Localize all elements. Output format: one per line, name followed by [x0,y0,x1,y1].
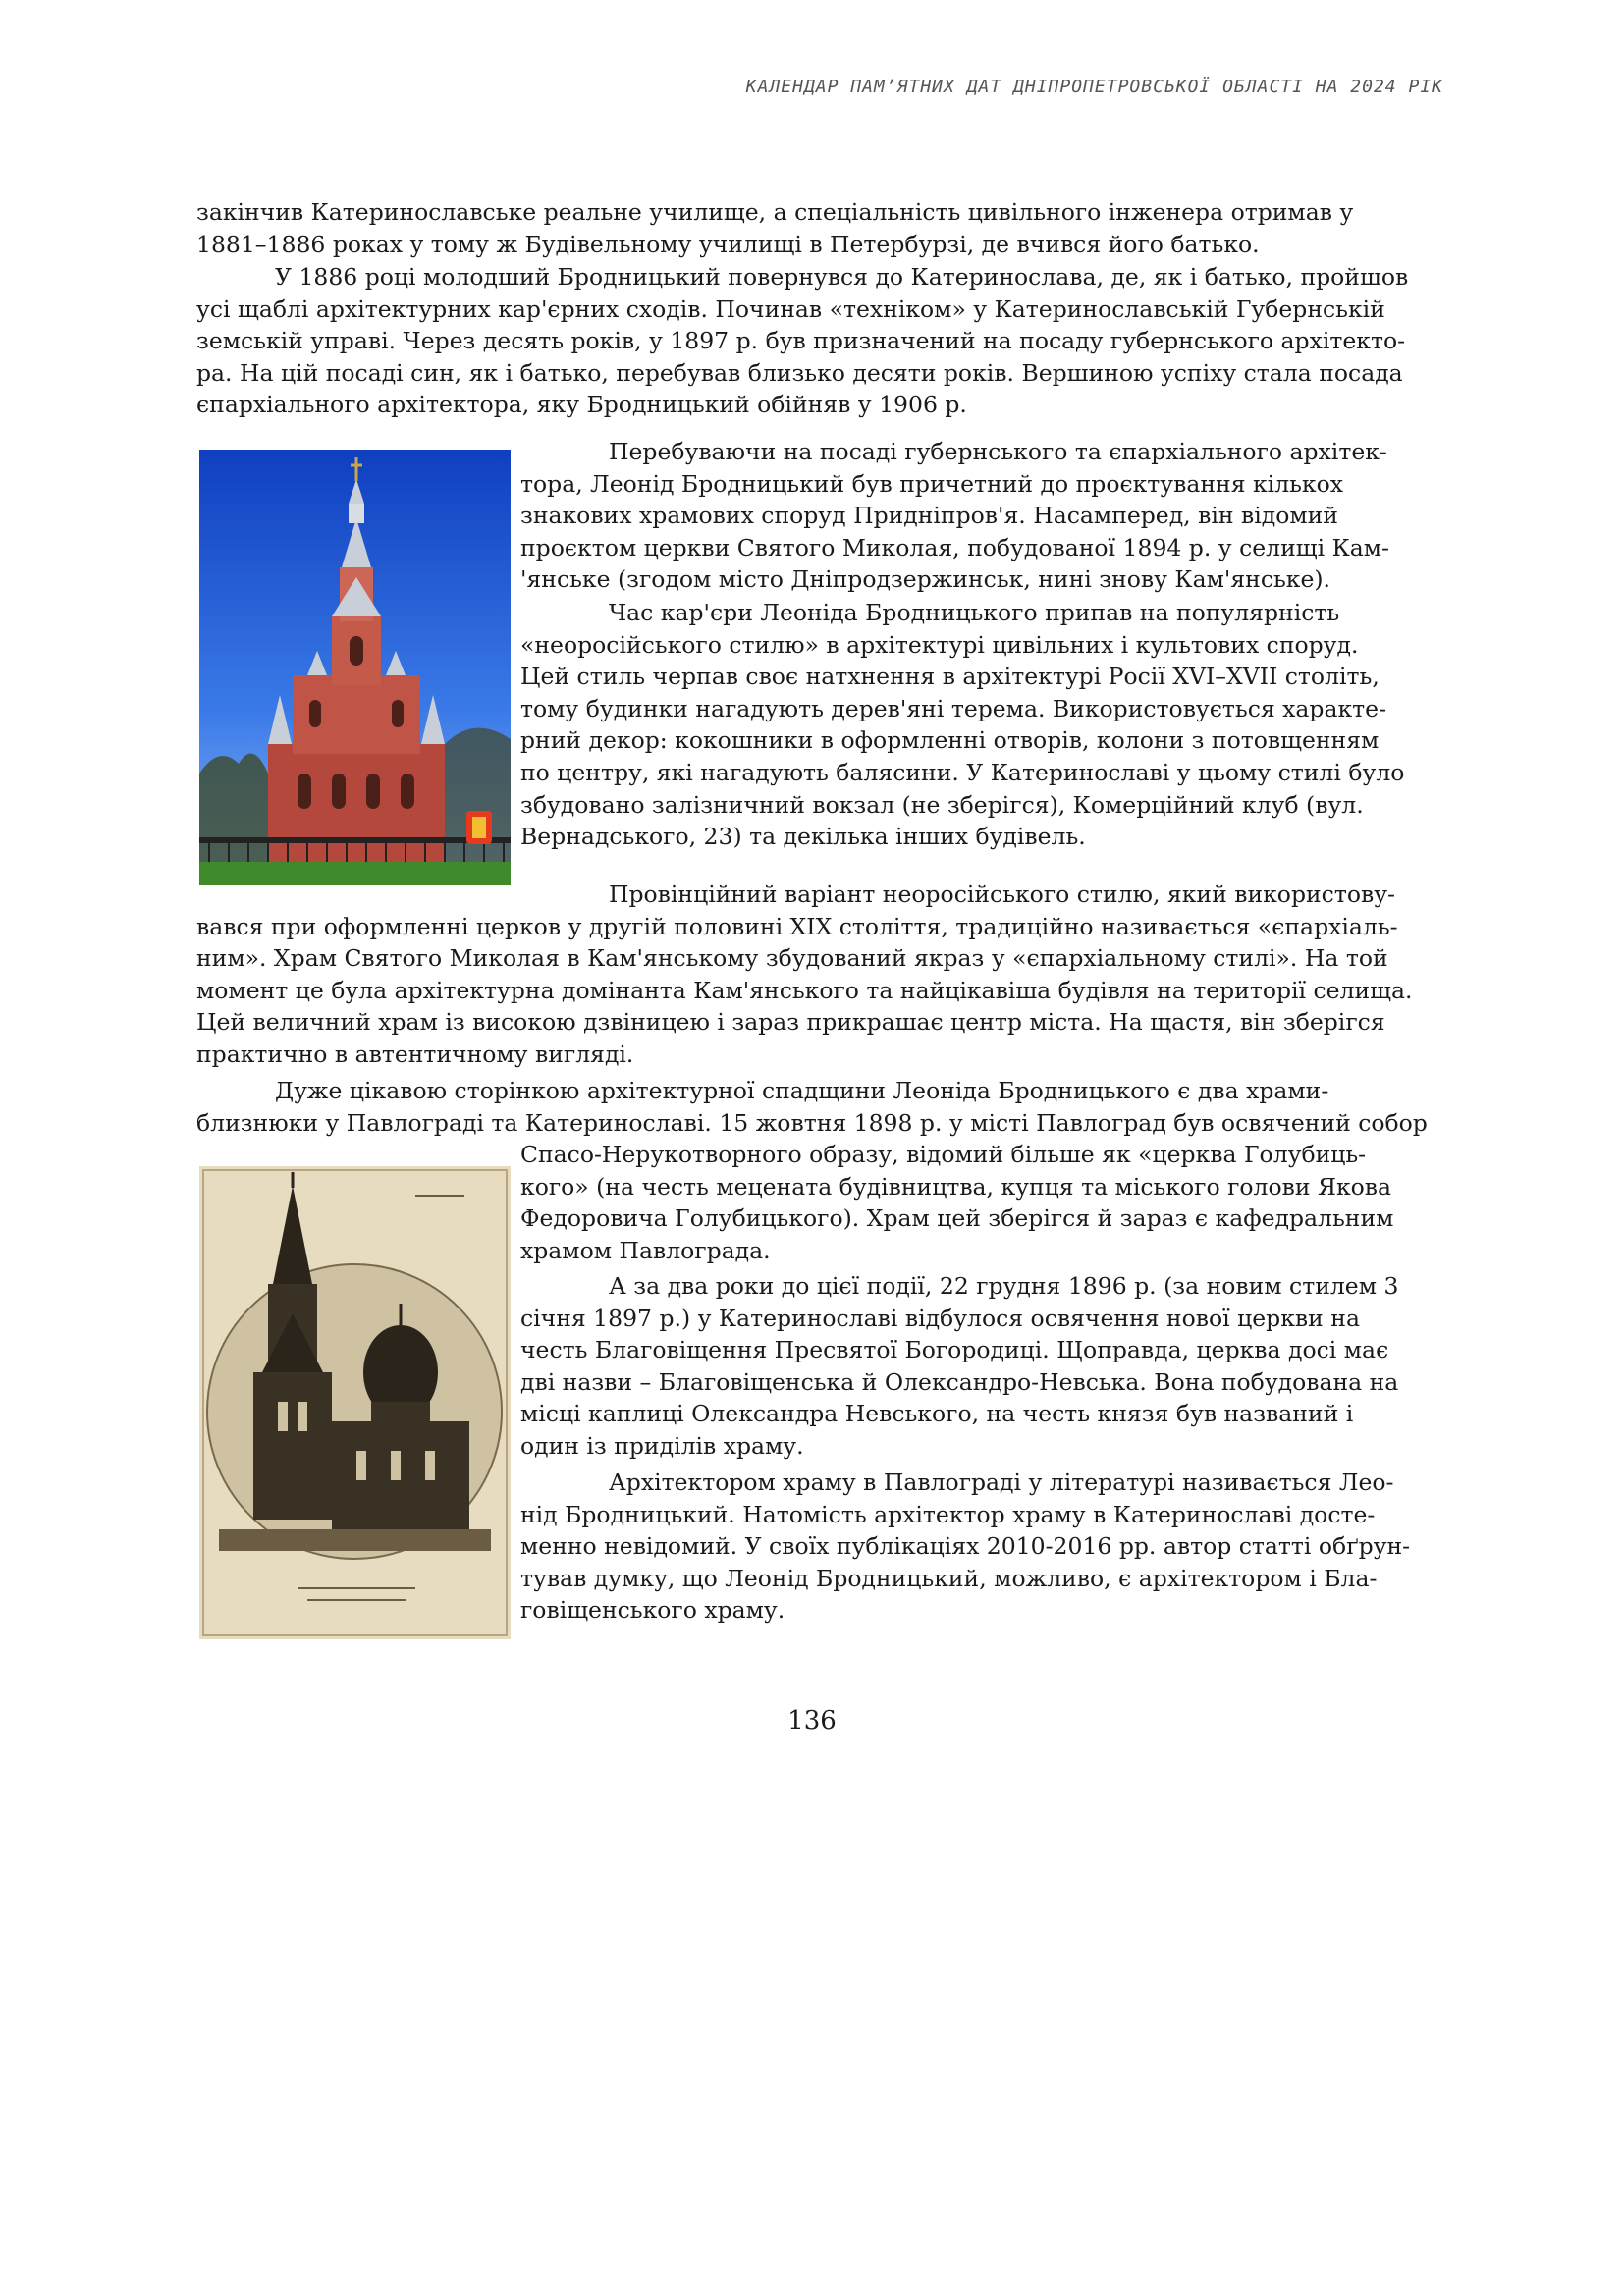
line: збудовано залізничний вокзал (не зберігся), Комерційний клуб (вул. [520,790,1364,819]
line: 'янське (згодом місто Дніпродзержинськ, нині знову Кам'янське). [520,565,1331,594]
line: Час кар'єри Леоніда Бродницького припав на популярність [609,599,1340,626]
page-number: 136 [787,1706,837,1735]
paragraph-5 [196,879,1443,1071]
line: тора, Леонід Бродницький був причетний до проєктування кількох [520,469,1344,498]
line: ра. На цій посаді син, як і батько, перебував близько десяти років. Вершиною успіху стала посада [196,358,1403,387]
line: тував думку, що Леонід Бродницький, можливо, є архітектором і Бла- [520,1564,1378,1592]
paragraph-4 [520,597,1443,853]
line: Спасо-Нерукотворного образу, відомий більше як «церква Голубиць- [520,1141,1367,1168]
line: практично в автентичному вигляді. [196,1040,634,1068]
line: 1881–1886 роках у тому ж Будівельному училищі в Петербурзі, де вчився його батько. [196,230,1260,258]
paragraph-8 [520,1467,1443,1627]
line: «неоросійського стилю» в архітектурі цивільних і культових споруд. [520,630,1359,659]
line: говіщенського храму. [520,1596,785,1625]
church-postcard-pavlohrad [199,1166,511,1639]
paragraph-3 [520,436,1443,596]
paragraph-1 [196,196,1443,260]
church-photo-graphic [199,450,511,885]
line: А за два роки до цієї події, 22 грудня 1896 р. (за новим стилем 3 [609,1272,1399,1300]
line: єпархіального архітектора, яку Бродницький обійняв у 1906 р. [196,391,967,419]
line: момент це була архітектурна домінанта Кам'янського та найцікавіша будівля на території селища. [196,976,1413,1004]
line: честь Благовіщення Пресвятої Богородиці. Щоправда, церква досі має [520,1336,1389,1364]
line: один із приділів храму. [520,1431,804,1460]
line: рний декор: кокошники в оформленні отворів, колони з потовщенням [520,726,1380,755]
running-header: КАЛЕНДАР ПАМ’ЯТНИХ ДАТ ДНІПРОПЕТРОВСЬКОЇ ОБЛАСТІ НА 2024 РІК [745,77,1443,97]
line: дві назви – Благовіщенська й Олександро-Невська. Вона побудована на [520,1367,1399,1396]
line: закінчив Катеринославське реальне училище, а спеціальність цивільного інженера отримав у [196,198,1354,226]
line: нід Бродницький. Натомість архітектор храму в Катеринославі досте- [520,1500,1376,1528]
line: місці каплиці Олександра Невського, на честь князя був названий і [520,1400,1354,1428]
line: Федоровича Голубицького). Храм цей зберігся й зараз є кафедральним [520,1204,1394,1233]
line: менно невідомий. У своїх публікаціях 2010-2016 рр. автор статті обґрун- [520,1532,1411,1561]
postcard-graphic [199,1166,511,1639]
line: близнюки у Павлограді та Катеринославі. 15 жовтня 1898 р. у місті Павлоград був освячений собор [196,1108,1428,1137]
line: знакових храмових споруд Придніпров'я. Насамперед, він відомий [520,502,1338,530]
paragraph-6-continued [520,1139,1443,1266]
line: усі щаблі архітектурних кар'єрних сходів. Починав «техніком» у Катеринославській Губернській [196,294,1385,323]
line: Провінційний варіант неоросійського стилю, який використову- [609,881,1395,908]
line: Цей стиль черпав своє натхнення в архітектурі Росії XVI–XVII століть, [520,663,1380,691]
line: проєктом церкви Святого Миколая, побудованої 1894 р. у селищі Кам- [520,533,1390,561]
line: Дуже цікавою сторінкою архітектурної спадщини Леоніда Бродницького є два храми- [275,1077,1329,1104]
line: ним». Храм Святого Миколая в Кам'янському збудований якраз у «єпархіальному стилі». На той [196,944,1388,973]
church-photo-kamianske [199,450,511,885]
line: Вернадського, 23) та декілька інших будівель. [520,823,1086,851]
line: тому будинки нагадують дерев'яні терема. Використовується характе- [520,694,1387,722]
line: Перебуваючи на посаді губернського та єпархіального архітек- [609,438,1387,465]
line: Цей величний храм із високою дзвіницею і зараз прикрашає центр міста. На щастя, він зберігся [196,1008,1385,1037]
paragraph-7 [520,1270,1443,1463]
line: Архітектором храму в Павлограді у літературі називається Лео- [609,1468,1394,1496]
line: земській управі. Через десять років, у 1897 р. був призначений на посаду губернського архітекто- [196,327,1406,355]
line: січня 1897 р.) у Катеринославі відбулося освячення нової церкви на [520,1304,1360,1332]
line: по центру, які нагадують балясини. У Катеринославі у цьому стилі було [520,758,1405,786]
line: кого» (на честь мецената будівництва, купця та міського голови Якова [520,1172,1392,1201]
line: храмом Павлограда. [520,1236,771,1264]
line: У 1886 році молодший Бродницький повернувся до Катеринослава, де, як і батько, пройшов [275,263,1409,291]
line: вався при оформленні церков у другій половині XIX століття, традиційно називається «єпархіаль- [196,912,1398,940]
paragraph-2 [196,261,1443,421]
paragraph-6 [196,1075,1443,1139]
